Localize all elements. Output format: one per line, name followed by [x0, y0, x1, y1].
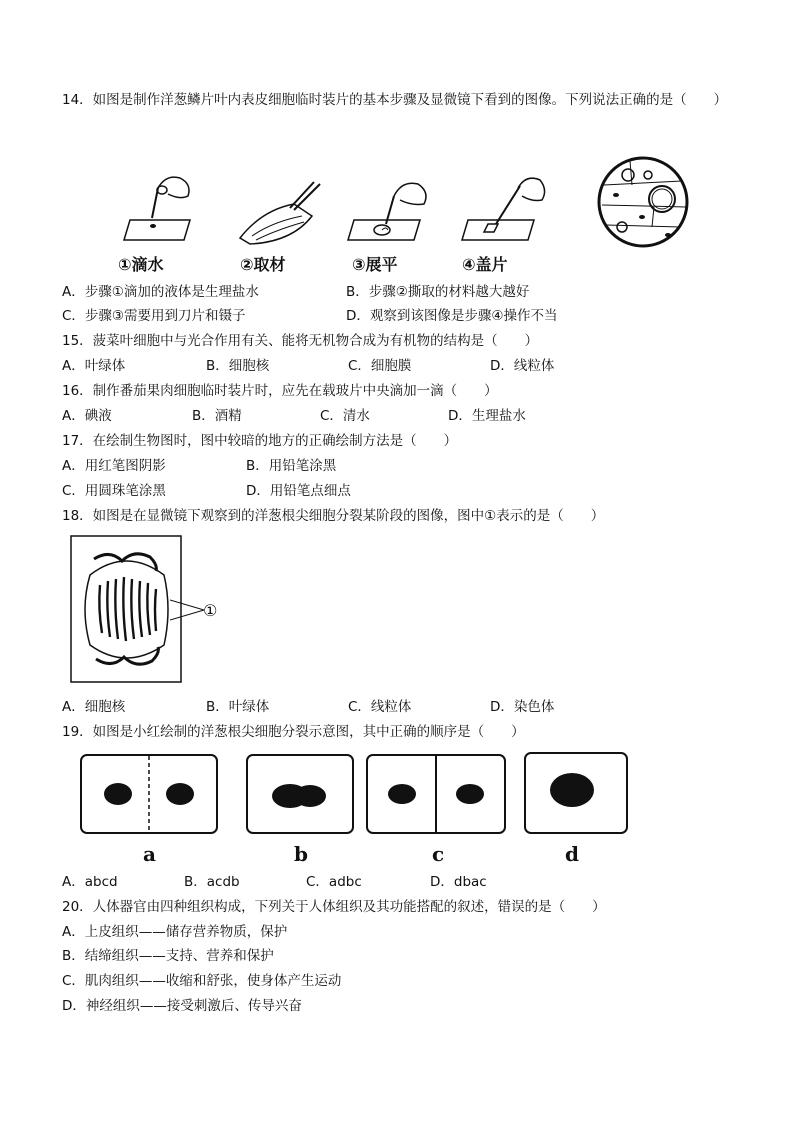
q16-option-b[interactable]: B．酒精 — [192, 408, 242, 424]
q14-option-c[interactable]: C．步骤③需要用到刀片和镊子 — [62, 308, 246, 324]
q17-option-d[interactable]: D．用铅笔点细点 — [246, 483, 351, 499]
q19-option-d[interactable]: D．dbac — [430, 874, 487, 890]
q19-cell-d — [524, 752, 628, 834]
q19-option-c[interactable]: C．adbc — [306, 874, 362, 890]
q19-option-a[interactable]: A．abcd — [62, 874, 118, 890]
q18-option-c[interactable]: C．线粒体 — [348, 699, 412, 715]
q14-option-d[interactable]: D．观察到该图像是步骤④操作不当 — [346, 308, 558, 324]
q14-microscope-view — [596, 155, 691, 250]
q19-label-d: d — [565, 842, 579, 866]
q20-option-a[interactable]: A．上皮组织——储存营养物质，保护 — [62, 924, 288, 940]
q20-stem: 20．人体器官由四种组织构成，下列关于人体组织及其功能搭配的叙述，错误的是（ ） — [62, 899, 606, 915]
q18-option-b[interactable]: B．叶绿体 — [206, 699, 270, 715]
q19-stem: 19．如图是小红绘制的洋葱根尖细胞分裂示意图，其中正确的顺序是（ ） — [62, 724, 525, 740]
q14-option-b[interactable]: B．步骤②撕取的材料越大越好 — [346, 284, 530, 300]
q20-option-d[interactable]: D．神经组织——接受刺激后、传导兴奋 — [62, 998, 302, 1014]
q14-step2-caption: ②取材 — [240, 255, 286, 274]
q17-option-c[interactable]: C．用圆珠笔涂黑 — [62, 483, 166, 499]
q19-label-b: b — [294, 842, 308, 866]
q20-option-c[interactable]: C．肌肉组织——收缩和舒张，使身体产生运动 — [62, 973, 342, 989]
q14-step1-figure — [118, 168, 208, 248]
q14-stem: 14．如图是制作洋葱鳞片叶内表皮细胞临时装片的基本步骤及显微镜下看到的图像。下列说法正确的是（ ） — [62, 92, 728, 108]
q14-step4-caption: ④盖片 — [462, 255, 508, 274]
q18-marker-label: ① — [203, 601, 218, 620]
q18-mitosis-figure — [70, 535, 182, 683]
q17-option-a[interactable]: A．用红笔图阴影 — [62, 458, 166, 474]
q14-step3-figure — [342, 172, 437, 248]
q18-option-a[interactable]: A．细胞核 — [62, 699, 126, 715]
q14-step4-figure — [456, 170, 551, 248]
q16-stem: 16．制作番茄果肉细胞临时装片时，应先在载玻片中央滴加一滴（ ） — [62, 383, 498, 399]
q19-option-b[interactable]: B．acdb — [184, 874, 240, 890]
q19-label-a: a — [143, 842, 156, 866]
q15-option-a[interactable]: A．叶绿体 — [62, 358, 126, 374]
q20-option-b[interactable]: B．结缔组织——支持、营养和保护 — [62, 948, 274, 964]
q18-stem: 18．如图是在显微镜下观察到的洋葱根尖细胞分裂某阶段的图像，图中①表示的是（ ） — [62, 508, 605, 524]
q19-label-c: c — [432, 842, 445, 866]
q16-option-d[interactable]: D．生理盐水 — [448, 408, 526, 424]
q16-option-a[interactable]: A．碘液 — [62, 408, 112, 424]
q14-step2-figure — [232, 176, 327, 248]
q16-option-c[interactable]: C．清水 — [320, 408, 370, 424]
q14-step3-caption: ③展平 — [352, 255, 398, 274]
q17-stem: 17．在绘制生物图时，图中较暗的地方的正确绘制方法是（ ） — [62, 433, 458, 449]
q18-option-d[interactable]: D．染色体 — [490, 699, 555, 715]
q14-step1-caption: ①滴水 — [118, 255, 164, 274]
q19-cell-a — [80, 754, 218, 834]
q15-option-d[interactable]: D．线粒体 — [490, 358, 555, 374]
q19-cell-c — [366, 754, 506, 834]
q15-stem: 15．菠菜叶细胞中与光合作用有关、能将无机物合成为有机物的结构是（ ） — [62, 333, 539, 349]
q17-option-b[interactable]: B．用铅笔涂黑 — [246, 458, 337, 474]
q14-option-a[interactable]: A．步骤①滴加的液体是生理盐水 — [62, 284, 259, 300]
q15-option-c[interactable]: C．细胞膜 — [348, 358, 412, 374]
q15-option-b[interactable]: B．细胞核 — [206, 358, 270, 374]
q19-cell-b — [246, 754, 354, 834]
